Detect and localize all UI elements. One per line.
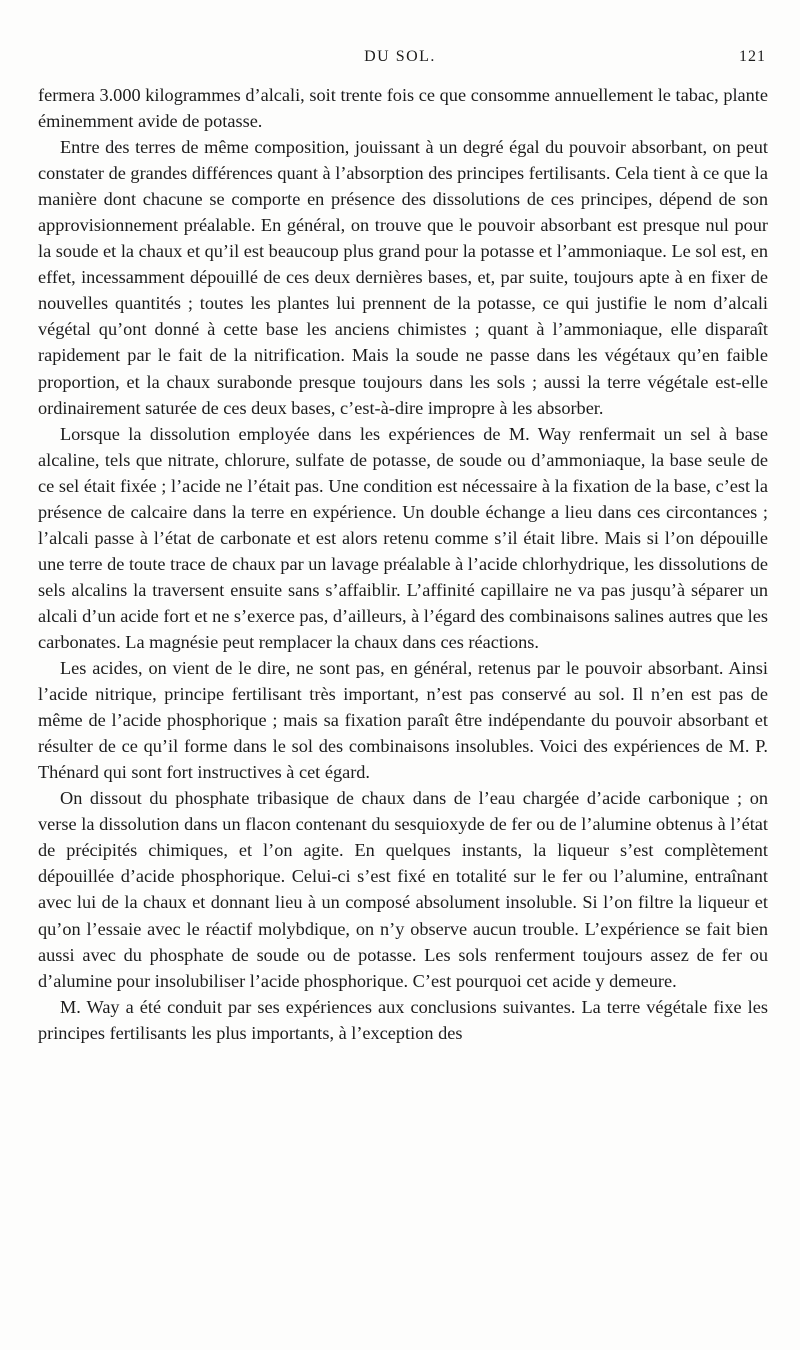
running-header <box>0 48 800 70</box>
running-title: DU SOL. <box>364 48 436 65</box>
page-number: 121 <box>739 48 766 65</box>
paragraph-acids: Les acides, on vient de le dire, ne sont pas, en général, retenus par le pouvoir absorbant. Ainsi l’acide nitrique, principe fertilisant très important, n’est pas conservé au sol. Il n’en est pas de même de l’acide phosphorique ; mais sa fixation paraît être indépendante du pouvoir absorbant et résulter de ce qu’il forme dans le sol des combinaisons insolubles. Voici des expériences de M. P. Thénard qui sont fort instructives à cet égard. <box>38 658 768 783</box>
paragraph-absorption-differences: Entre des terres de même composition, jouissant à un degré égal du pouvoir absorbant, on peut constater de grandes différences quant à l’absorption des principes fertilisants. Cela tient à ce que la manière dont chacune se comporte en présence des dissolutions de ces principes, dépend de son approvisionnement préalable. En général, on trouve que le pouvoir absorbant est presque nul pour la soude et la chaux et qu’il est beaucoup plus grand pour la potasse et l’ammoniaque. Le sol est, en effet, incessamment dépouillé de ces deux dernières bases, et, par suite, toujours apte à en fixer de nouvelles quantités ; toutes les plantes lui prennent de la potasse, ce qui justifie le nom d’alcali végétal qu’ont donné à cette base les anciens chimistes ; quant à l’ammoniaque, elle disparaît rapidement par le fait de la nitrification. Mais la soude ne passe dans les végétaux qu’en faible proportion, et la chaux surabonde presque toujours dans les sols ; aussi la terre végétale est-elle ordinairement saturée de ces deux bases, c’est-à-dire impropre à les absorber. <box>38 137 768 418</box>
body-text <box>38 82 768 1046</box>
paragraph-phosphate-experiment: On dissout du phosphate tribasique de chaux dans de l’eau chargée d’acide carbonique ; on verse la dissolution dans un flacon contenant du sesquioxyde de fer ou de l’alumine obtenus à l’état de précipités chimiques, et l’on agite. En quelques instants, la liqueur s’est complètement dépouillée d’acide phosphorique. Celui-ci s’est fixé en totalité sur le fer ou l’alumine, entraînant avec lui de la chaux et donnant lieu à un composé absolument insoluble. Si l’on filtre la liqueur et qu’on l’essaie avec le réactif molybdique, on n’y observe aucun trouble. L’expérience se fait bien aussi avec du phosphate de soude ou de potasse. Les sols renferment toujours assez de fer ou d’alumine pour insolubiliser l’acide phosphorique. C’est pourquoi cet acide y demeure. <box>38 788 768 991</box>
paragraph-way-experiments: Lorsque la dissolution employée dans les expériences de M. Way renfermait un sel à base alcaline, tels que nitrate, chlorure, sulfate de potasse, de soude ou d’ammoniaque, la base seule de ce sel était fixée ; l’acide ne l’était pas. Une condition est nécessaire à la fixation de la base, c’est la présence de calcaire dans la terre en expérience. Un double échange a lieu dans ces circontances ; l’alcali passe à l’état de carbonate et est alors retenu comme s’il était libre. Mais si l’on dépouille une terre de toute trace de chaux par un lavage préalable à l’acide chlorhydrique, les dissolutions de sels alcalins la traversent ensuite sans s’affaiblir. L’affinité capillaire ne va pas jusqu’à séparer un alcali d’un acide fort et ne s’exerce pas, d’ailleurs, à l’égard des combinaisons salines autres que les carbonates. La magnésie peut remplacer la chaux dans ces réactions. <box>38 423 768 652</box>
paragraph-continued: fermera 3.000 kilogrammes d’alcali, soit trente fois ce que consomme annuellement le tabac, plante éminemment avide de potasse. <box>38 85 768 132</box>
paragraph-conclusions: M. Way a été conduit par ses expériences aux conclusions suivantes. La terre végétale fixe les principes fertilisants les plus importants, à l’exception des <box>38 996 768 1043</box>
